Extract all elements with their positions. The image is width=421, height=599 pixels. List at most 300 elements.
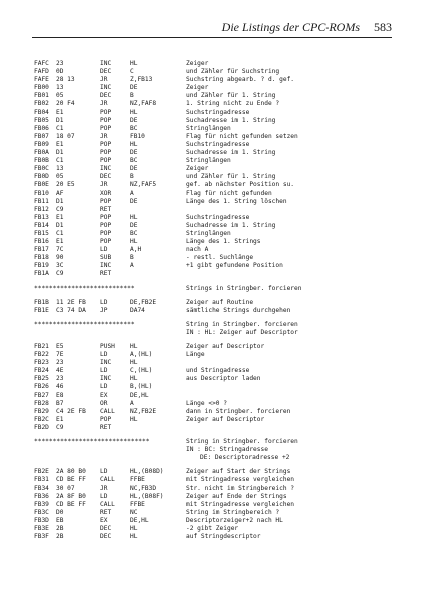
operand: HL,(B08F) xyxy=(130,492,164,500)
address: FB23 xyxy=(34,359,49,367)
operand: NZ,FAF5 xyxy=(130,181,157,189)
hex-bytes: 90 xyxy=(56,254,64,262)
mnemonic: JR xyxy=(100,76,108,84)
address: FB26 xyxy=(34,383,49,391)
hex-bytes: 2B xyxy=(56,524,64,532)
mnemonic: POP xyxy=(100,213,112,221)
comment: Suchstringadresse xyxy=(186,108,250,116)
hex-bytes: 20 F4 xyxy=(56,100,75,108)
mnemonic: JR xyxy=(100,484,108,492)
mnemonic: LD xyxy=(100,383,108,391)
operand: HL xyxy=(130,140,138,148)
address: FB19 xyxy=(34,262,49,270)
operand: DE xyxy=(130,165,138,173)
mnemonic: JR xyxy=(100,100,108,108)
operand: BC xyxy=(130,157,138,165)
listing-line xyxy=(34,493,394,501)
mnemonic: SUB xyxy=(100,254,112,262)
mnemonic: CALL xyxy=(100,407,115,415)
address: FB11 xyxy=(34,197,49,205)
hex-bytes: 46 xyxy=(56,383,64,391)
section-heading-line xyxy=(34,285,394,293)
comment: auf Stringdescriptor xyxy=(186,533,261,541)
comment: -2 gibt Zeiger xyxy=(186,524,239,532)
comment: aus Descriptor laden xyxy=(186,375,261,383)
operand: HL xyxy=(130,375,138,383)
mnemonic: INC xyxy=(100,375,112,383)
mnemonic: DEC xyxy=(100,68,112,76)
hex-bytes: CD BE FF xyxy=(56,476,86,484)
header-rule xyxy=(32,37,392,38)
listing-line xyxy=(34,246,394,254)
hex-bytes: 3C xyxy=(56,262,64,270)
comment: mit Stringadresse vergleichen xyxy=(186,500,295,508)
address: FB1B xyxy=(34,298,49,306)
operand: FFBE xyxy=(130,476,145,484)
address: FB25 xyxy=(34,375,49,383)
comment: Länge des 1. String löschen xyxy=(186,197,287,205)
listing-line xyxy=(34,141,394,149)
listing-line xyxy=(34,307,394,315)
section-heading: String in Stringber. forcieren xyxy=(186,438,298,446)
operand: B,(HL) xyxy=(130,383,153,391)
mnemonic: RET xyxy=(100,205,112,213)
listing-line xyxy=(34,198,394,206)
comment: und Zähler für 1. String xyxy=(186,92,276,100)
comment: Suchadresse im 1. String xyxy=(186,149,276,157)
operand: NZ,FB2E xyxy=(130,407,157,415)
operand: C xyxy=(130,68,134,76)
mnemonic: DEC xyxy=(100,92,112,100)
hex-bytes: E8 xyxy=(56,391,64,399)
mnemonic: INC xyxy=(100,359,112,367)
hex-bytes: 18 07 xyxy=(56,132,75,140)
hex-bytes: E1 xyxy=(56,238,64,246)
comment: und Stringadresse xyxy=(186,367,250,375)
listing-line xyxy=(34,117,394,125)
address: FB0A xyxy=(34,149,49,157)
listing-line xyxy=(34,351,394,359)
listing-line xyxy=(34,165,394,173)
hex-bytes: EB xyxy=(56,516,64,524)
hex-bytes: E1 xyxy=(56,415,64,423)
operand: A,(HL) xyxy=(130,351,153,359)
listing-line xyxy=(34,468,394,476)
listing-line xyxy=(34,181,394,189)
operand: A xyxy=(130,262,134,270)
hex-bytes: 2A 8F B0 xyxy=(56,492,86,500)
hex-bytes: E1 xyxy=(56,108,64,116)
section-heading: IN : HL: Zeiger auf Descriptor xyxy=(186,328,298,336)
address: FB2D xyxy=(34,423,49,431)
comment: Zeiger auf Start der Strings xyxy=(186,468,291,476)
operand: DE xyxy=(130,197,138,205)
hex-bytes: 28 13 xyxy=(56,76,75,84)
mnemonic: DEC xyxy=(100,173,112,181)
address: FB07 xyxy=(34,132,49,140)
comment: Länge <>0 ? xyxy=(186,399,227,407)
hex-bytes: 7C xyxy=(56,246,64,254)
operand: A,H xyxy=(130,246,142,254)
operand: HL xyxy=(130,108,138,116)
listing-line xyxy=(34,375,394,383)
operand: Z,FB13 xyxy=(130,76,153,84)
listing-line xyxy=(34,416,394,424)
address: FB14 xyxy=(34,221,49,229)
mnemonic: DEC xyxy=(100,533,112,541)
mnemonic: POP xyxy=(100,238,112,246)
hex-bytes: D1 xyxy=(56,116,64,124)
mnemonic: JR xyxy=(100,132,108,140)
listing-line xyxy=(34,408,394,416)
mnemonic: OR xyxy=(100,399,108,407)
comment: und Zähler für Suchstring xyxy=(186,68,280,76)
listing-line xyxy=(34,92,394,100)
mnemonic: RET xyxy=(100,508,112,516)
comment: nach A xyxy=(186,246,209,254)
hex-bytes: C9 xyxy=(56,270,64,278)
mnemonic: LD xyxy=(100,246,108,254)
address: FB0E xyxy=(34,181,49,189)
comment: Suchstring abgearb. ? d. gef. xyxy=(186,76,295,84)
listing-line xyxy=(34,222,394,230)
listing-line xyxy=(34,76,394,84)
mnemonic: POP xyxy=(100,229,112,237)
comment: Zeiger xyxy=(186,84,209,92)
listing-line xyxy=(34,125,394,133)
address: FB16 xyxy=(34,238,49,246)
listing-line xyxy=(34,68,394,76)
section-heading-line xyxy=(34,446,394,454)
mnemonic: POP xyxy=(100,149,112,157)
operand: HL xyxy=(130,60,138,67)
address: FB17 xyxy=(34,246,49,254)
address: FB31 xyxy=(34,476,49,484)
hex-bytes: B7 xyxy=(56,399,64,407)
assembly-listing xyxy=(34,60,394,541)
address: FB02 xyxy=(34,100,49,108)
operand: B xyxy=(130,173,134,181)
address: FB1E xyxy=(34,306,49,314)
mnemonic: EX xyxy=(100,516,108,524)
address: FB09 xyxy=(34,140,49,148)
listing-line xyxy=(34,100,394,108)
separator-stars: *************************** xyxy=(34,284,135,292)
listing-line xyxy=(34,173,394,181)
listing-line xyxy=(34,400,394,408)
comment: Stringlängen xyxy=(186,229,231,237)
comment: Zeiger auf Routine xyxy=(186,298,254,306)
listing-line xyxy=(34,517,394,525)
address: FAFC xyxy=(34,60,49,67)
address: FB3E xyxy=(34,524,49,532)
comment: Str. nicht im Stringbereich ? xyxy=(186,484,295,492)
mnemonic: XOR xyxy=(100,189,112,197)
address: FB12 xyxy=(34,205,49,213)
operand: HL xyxy=(130,343,138,350)
operand: HL xyxy=(130,359,138,367)
listing-line xyxy=(34,254,394,262)
address: FB0D xyxy=(34,173,49,181)
listing-line xyxy=(34,383,394,391)
comment: +1 gibt gefundene Position xyxy=(186,262,283,270)
comment: Stringlängen xyxy=(186,157,231,165)
mnemonic: DEC xyxy=(100,524,112,532)
operand: FFBE xyxy=(130,500,145,508)
mnemonic: LD xyxy=(100,492,108,500)
comment: sämtliche Strings durchgehen xyxy=(186,306,291,314)
section-heading-line xyxy=(34,454,394,462)
comment: dann in Stringber. forcieren xyxy=(186,407,291,415)
address: FAFD xyxy=(34,68,49,76)
page-number: 583 xyxy=(374,20,392,34)
address: FB39 xyxy=(34,500,49,508)
mnemonic: POP xyxy=(100,221,112,229)
mnemonic: POP xyxy=(100,140,112,148)
hex-bytes: D1 xyxy=(56,197,64,205)
hex-bytes: C1 xyxy=(56,124,64,132)
hex-bytes: 7E xyxy=(56,351,64,359)
operand: HL xyxy=(130,238,138,246)
mnemonic: CALL xyxy=(100,500,115,508)
hex-bytes: 20 E5 xyxy=(56,181,75,189)
operand: NZ,FAF8 xyxy=(130,100,157,108)
mnemonic: EX xyxy=(100,391,108,399)
listing-line xyxy=(34,270,394,278)
address: FB15 xyxy=(34,229,49,237)
section-heading: Strings in Stringber. forcieren xyxy=(186,284,302,292)
address: FB13 xyxy=(34,213,49,221)
address: FB18 xyxy=(34,254,49,262)
address: FB3F xyxy=(34,533,49,541)
listing-line xyxy=(34,533,394,541)
address: FB29 xyxy=(34,407,49,415)
hex-bytes: E5 xyxy=(56,343,64,350)
listing-line xyxy=(34,525,394,533)
address: FAFE xyxy=(34,76,49,84)
address: FB10 xyxy=(34,189,49,197)
comment: Zeiger xyxy=(186,60,209,67)
listing-line xyxy=(34,230,394,238)
listing-line xyxy=(34,424,394,432)
operand: DE xyxy=(130,149,138,157)
hex-bytes: 23 xyxy=(56,359,64,367)
mnemonic: CALL xyxy=(100,476,115,484)
address: FB00 xyxy=(34,84,49,92)
comment: - restl. Suchlänge xyxy=(186,254,254,262)
hex-bytes: 2B xyxy=(56,533,64,541)
comment: Descriptorzeiger+2 nach HL xyxy=(186,516,283,524)
mnemonic: RET xyxy=(100,270,112,278)
operand: HL,(B08D) xyxy=(130,468,164,476)
hex-bytes: C1 xyxy=(56,157,64,165)
hex-bytes: 2A 80 B0 xyxy=(56,468,86,476)
comment: Suchstringadresse xyxy=(186,213,250,221)
mnemonic: POP xyxy=(100,415,112,423)
mnemonic: INC xyxy=(100,262,112,270)
mnemonic: INC xyxy=(100,84,112,92)
operand: HL xyxy=(130,533,138,541)
hex-bytes: 30 07 xyxy=(56,484,75,492)
operand: DE,FB2E xyxy=(130,298,157,306)
mnemonic: LD xyxy=(100,298,108,306)
address: FB21 xyxy=(34,343,49,350)
operand: B xyxy=(130,254,134,262)
hex-bytes: E1 xyxy=(56,213,64,221)
operand: DA74 xyxy=(130,306,145,314)
operand: A xyxy=(130,399,134,407)
comment: Flag für nicht gefunden setzen xyxy=(186,132,298,140)
comment: Zeiger auf Ende der Strings xyxy=(186,492,287,500)
hex-bytes: 11 2E FB xyxy=(56,298,86,306)
hex-bytes: E1 xyxy=(56,140,64,148)
listing-line xyxy=(34,299,394,307)
operand: BC xyxy=(130,229,138,237)
address: FB0B xyxy=(34,157,49,165)
hex-bytes: C9 xyxy=(56,423,64,431)
hex-bytes: 13 xyxy=(56,165,64,173)
section-heading-line xyxy=(34,438,394,446)
hex-bytes: D1 xyxy=(56,149,64,157)
comment: Suchstringadresse xyxy=(186,140,250,148)
separator-stars: *************************** xyxy=(34,320,135,328)
hex-bytes: C3 74 DA xyxy=(56,306,86,314)
operand: DE xyxy=(130,84,138,92)
listing-line xyxy=(34,60,394,68)
hex-bytes: D0 xyxy=(56,508,64,516)
listing-line xyxy=(34,238,394,246)
hex-bytes: 23 xyxy=(56,60,64,67)
section-heading-line xyxy=(34,321,394,329)
operand: BC xyxy=(130,124,138,132)
address: FB1A xyxy=(34,270,49,278)
address: FB01 xyxy=(34,92,49,100)
page-header xyxy=(32,20,392,36)
comment: gef. ab nächster Position su. xyxy=(186,181,295,189)
mnemonic: POP xyxy=(100,157,112,165)
mnemonic: PUSH xyxy=(100,343,115,350)
address: FB22 xyxy=(34,351,49,359)
listing-line xyxy=(34,133,394,141)
operand: A xyxy=(130,189,134,197)
address: FB24 xyxy=(34,367,49,375)
hex-bytes: 4E xyxy=(56,367,64,375)
comment: 1. String nicht zu Ende ? xyxy=(186,100,280,108)
section-heading: IN : BC: Stringadresse xyxy=(186,446,268,454)
comment: mit Stringadresse vergleichen xyxy=(186,476,295,484)
listing-line xyxy=(34,157,394,165)
address: FB34 xyxy=(34,484,49,492)
operand: DE xyxy=(130,116,138,124)
operand: DE,HL xyxy=(130,516,149,524)
operand: HL xyxy=(130,415,138,423)
mnemonic: JP xyxy=(100,306,108,314)
address: FB3D xyxy=(34,516,49,524)
address: FB05 xyxy=(34,116,49,124)
comment: Zeiger xyxy=(186,165,209,173)
listing-line xyxy=(34,343,394,351)
mnemonic: POP xyxy=(100,116,112,124)
listing-line xyxy=(34,476,394,484)
operand: NC xyxy=(130,508,138,516)
address: FB3C xyxy=(34,508,49,516)
separator-stars: ******************************* xyxy=(34,438,150,446)
hex-bytes: 05 xyxy=(56,173,64,181)
hex-bytes: 23 xyxy=(56,375,64,383)
mnemonic: LD xyxy=(100,367,108,375)
comment: Länge des 1. Strings xyxy=(186,238,261,246)
listing-line xyxy=(34,190,394,198)
hex-bytes: 13 xyxy=(56,84,64,92)
mnemonic: POP xyxy=(100,108,112,116)
operand: C,(HL) xyxy=(130,367,153,375)
address: FB27 xyxy=(34,391,49,399)
listing-line xyxy=(34,485,394,493)
comment: Flag für nicht gefunden xyxy=(186,189,272,197)
address: FB2E xyxy=(34,468,49,476)
mnemonic: LD xyxy=(100,468,108,476)
listing-line xyxy=(34,109,394,117)
listing-line xyxy=(34,367,394,375)
comment: Länge xyxy=(186,351,205,359)
mnemonic: JR xyxy=(100,181,108,189)
mnemonic: POP xyxy=(100,124,112,132)
address: FB06 xyxy=(34,124,49,132)
listing-line xyxy=(34,392,394,400)
comment: String im Stringbereich ? xyxy=(186,508,280,516)
listing-line xyxy=(34,262,394,270)
listing-line xyxy=(34,206,394,214)
comment: Suchadresse im 1. String xyxy=(186,221,276,229)
address: FB36 xyxy=(34,492,49,500)
mnemonic: INC xyxy=(100,60,112,67)
listing-line xyxy=(34,509,394,517)
hex-bytes: 05 xyxy=(56,92,64,100)
hex-bytes: C9 xyxy=(56,205,64,213)
hex-bytes: D1 xyxy=(56,221,64,229)
mnemonic: POP xyxy=(100,197,112,205)
section-heading: DE: Descriptoradresse +2 xyxy=(200,454,290,462)
mnemonic: INC xyxy=(100,165,112,173)
operand: DE,HL xyxy=(130,391,149,399)
operand: FB10 xyxy=(130,132,145,140)
comment: und Zähler für 1. String xyxy=(186,173,276,181)
address: FB0C xyxy=(34,165,49,173)
operand: HL xyxy=(130,213,138,221)
hex-bytes: CD BE FF xyxy=(56,500,86,508)
running-title: Die Listings der CPC-ROMs xyxy=(221,20,360,34)
section-heading-line xyxy=(34,329,394,337)
listing-line xyxy=(34,214,394,222)
address: FB28 xyxy=(34,399,49,407)
comment: Zeiger auf Descriptor xyxy=(186,415,265,423)
section-heading: String in Stringber. forcieren xyxy=(186,320,298,328)
hex-bytes: 0D xyxy=(56,68,64,76)
comment: Zeiger auf Descriptor xyxy=(186,343,265,350)
listing-line xyxy=(34,84,394,92)
operand: B xyxy=(130,92,134,100)
mnemonic: RET xyxy=(100,423,112,431)
operand: DE xyxy=(130,221,138,229)
hex-bytes: C4 2E FB xyxy=(56,407,86,415)
hex-bytes: AF xyxy=(56,189,64,197)
listing-line xyxy=(34,149,394,157)
hex-bytes: C1 xyxy=(56,229,64,237)
operand: HL xyxy=(130,524,138,532)
operand: NC,FB3D xyxy=(130,484,157,492)
address: FB2C xyxy=(34,415,49,423)
listing-line xyxy=(34,501,394,509)
